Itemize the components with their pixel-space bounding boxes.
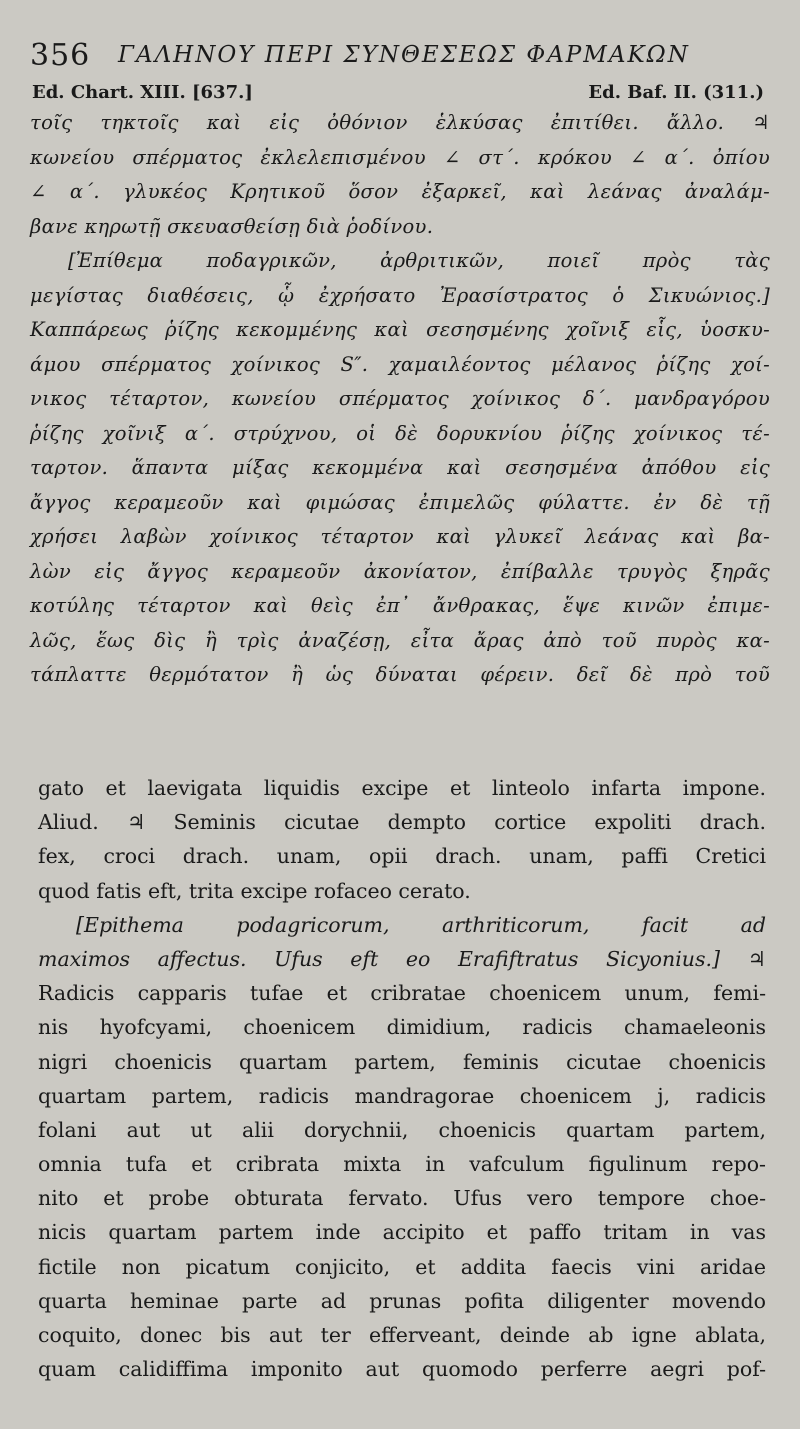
- latin-line: quartam partem, radicis mandragorae choenicem j, radicis: [38, 1083, 766, 1108]
- greek-line: ἄγγος κεραμεοῦν καὶ φιμώσας ἐπιμελῶς φύλαττε. ἐν δὲ τῇ: [30, 490, 770, 514]
- latin-line: nicis quartam partem inde accipito et paffo tritam in vas: [38, 1220, 766, 1245]
- greek-line: Καππάρεως ῥίζης κεκομμένης καὶ σεσησμένης χοῖνιξ εἷς, ὑοσκυ-: [30, 318, 770, 341]
- latin-line: omnia tufa et cribrata mixta in vafculum figulinum repo-: [38, 1152, 766, 1177]
- greek-line: χρήσει λαβὼν χοίνικος τέταρτον καὶ γλυκεῖ λεάνας καὶ βα-: [30, 525, 770, 548]
- greek-line: μεγίστας διαθέσεις, ᾧ ἐχρήσατο Ἐρασίστρατος ὁ Σικυώνιος.]: [30, 283, 770, 307]
- latin-line: folani aut ut alii dorychnii, choenicis quartam partem,: [38, 1117, 766, 1142]
- greek-line: λὼν εἰς ἄγγος κεραμεοῦν ἀκονίατον, ἐπίβαλλε τρυγὸς ξηρᾶς: [30, 559, 770, 583]
- greek-line: κωνείου σπέρματος ἐκλελεπισμένου ∠ στ΄. κρόκου ∠ α΄. ὀπίου: [30, 145, 770, 169]
- greek-line: ταρτον. ἅπαντα μίξας κεκομμένα καὶ σεσησμένα ἀπόθου εἰς: [30, 456, 770, 479]
- edition-chartier: Ed. Chart. XIII. [637.]: [32, 82, 253, 103]
- running-title: ΓΑΛΗΝΟΥ ΠΕΡΙ ΣΥΝΘΕΣΕΩΣ ΦΑΡΜΑΚΩΝ: [118, 42, 690, 68]
- greek-line: τάπλαττε θερμότατον ἢ ὡς δύναται φέρειν. δεῖ δὲ πρὸ τοῦ: [30, 663, 770, 686]
- greek-line: νικος τέταρτον, κωνείου σπέρματος χοίνικος δ΄. μανδραγόρου: [30, 387, 770, 410]
- page-number: 356: [30, 38, 91, 73]
- latin-line: nigri choenicis quartam partem, feminis cicutae choenicis: [38, 1049, 766, 1074]
- running-head: [30, 36, 760, 76]
- latin-line: maximos affectus. Ufus eft eo Erafiftratus Sicyonius.] ♃: [38, 946, 766, 971]
- greek-line: βανε κηρωτῇ σκευασθείσῃ διὰ ῥοδίνου.: [30, 214, 434, 238]
- edition-basel: Ed. Baf. II. (311.): [588, 82, 764, 103]
- greek-line: ῥίζης χοῖνιξ α΄. στρύχνου, οἱ δὲ δορυκνίου ῥίζης χοίνικος τέ-: [30, 421, 770, 445]
- greek-line: άμου σπέρματος χοίνικος S″. χαμαιλέοντος μέλανος ῥίζης χοί-: [30, 352, 770, 376]
- greek-text-block: [30, 106, 770, 693]
- latin-line: gato et laevigata liquidis excipe et linteolo infarta impone.: [38, 776, 766, 800]
- greek-line: ∠ α΄. γλυκέος Κρητικοῦ ὅσον ἐξαρκεῖ, καὶ λεάνας ἀναλάμ-: [30, 180, 770, 203]
- latin-text-block: [38, 771, 766, 1386]
- latin-line: [Epithema podagricorum, arthriticorum, facit ad: [76, 912, 766, 937]
- greek-line: [Ἐπίθεμα ποδαγρικῶν, ἀρθριτικῶν, ποιεῖ πρὸς τὰς: [68, 249, 770, 272]
- latin-line: Aliud. ♃ Seminis cicutae dempto cortice expoliti drach.: [38, 810, 766, 835]
- latin-line: coquito, donec bis aut ter efferveant, deinde ab igne ablata,: [38, 1323, 766, 1347]
- latin-line: nis hyofcyami, choenicem dimidium, radicis chamaeleonis: [38, 1015, 766, 1040]
- latin-line: quod fatis eft, trita excipe rofaceo cerato.: [38, 878, 471, 903]
- latin-line: Radicis capparis tufae et cribratae choenicem unum, femi-: [38, 981, 766, 1006]
- greek-line: κοτύλης τέταρτον καὶ θεὶς ἐπ᾽ ἄνθρακας, ἕψε κινῶν ἐπιμε-: [30, 594, 770, 617]
- latin-line: quam calidiffima imponito aut quomodo perferre aegri pof-: [38, 1357, 766, 1382]
- latin-line: nito et probe obturata fervato. Ufus vero tempore choe-: [38, 1186, 766, 1211]
- latin-line: fex, croci drach. unam, opii drach. unam, paffi Cretici: [38, 844, 766, 869]
- greek-line: λῶς, ἕως δὶς ἢ τρὶς ἀναζέσῃ, εἶτα ἄρας ἀπὸ τοῦ πυρὸς κα-: [30, 628, 770, 652]
- greek-line: τοῖς τηκτοῖς καὶ εἰς ὀθόνιον ἑλκύσας ἐπιτίθει. ἄλλο. ♃: [30, 111, 770, 134]
- latin-line: fictile non picatum conjicito, et addita faecis vini aridae: [38, 1254, 766, 1279]
- latin-line: quarta heminae parte ad prunas pofita diligenter movendo: [38, 1288, 766, 1313]
